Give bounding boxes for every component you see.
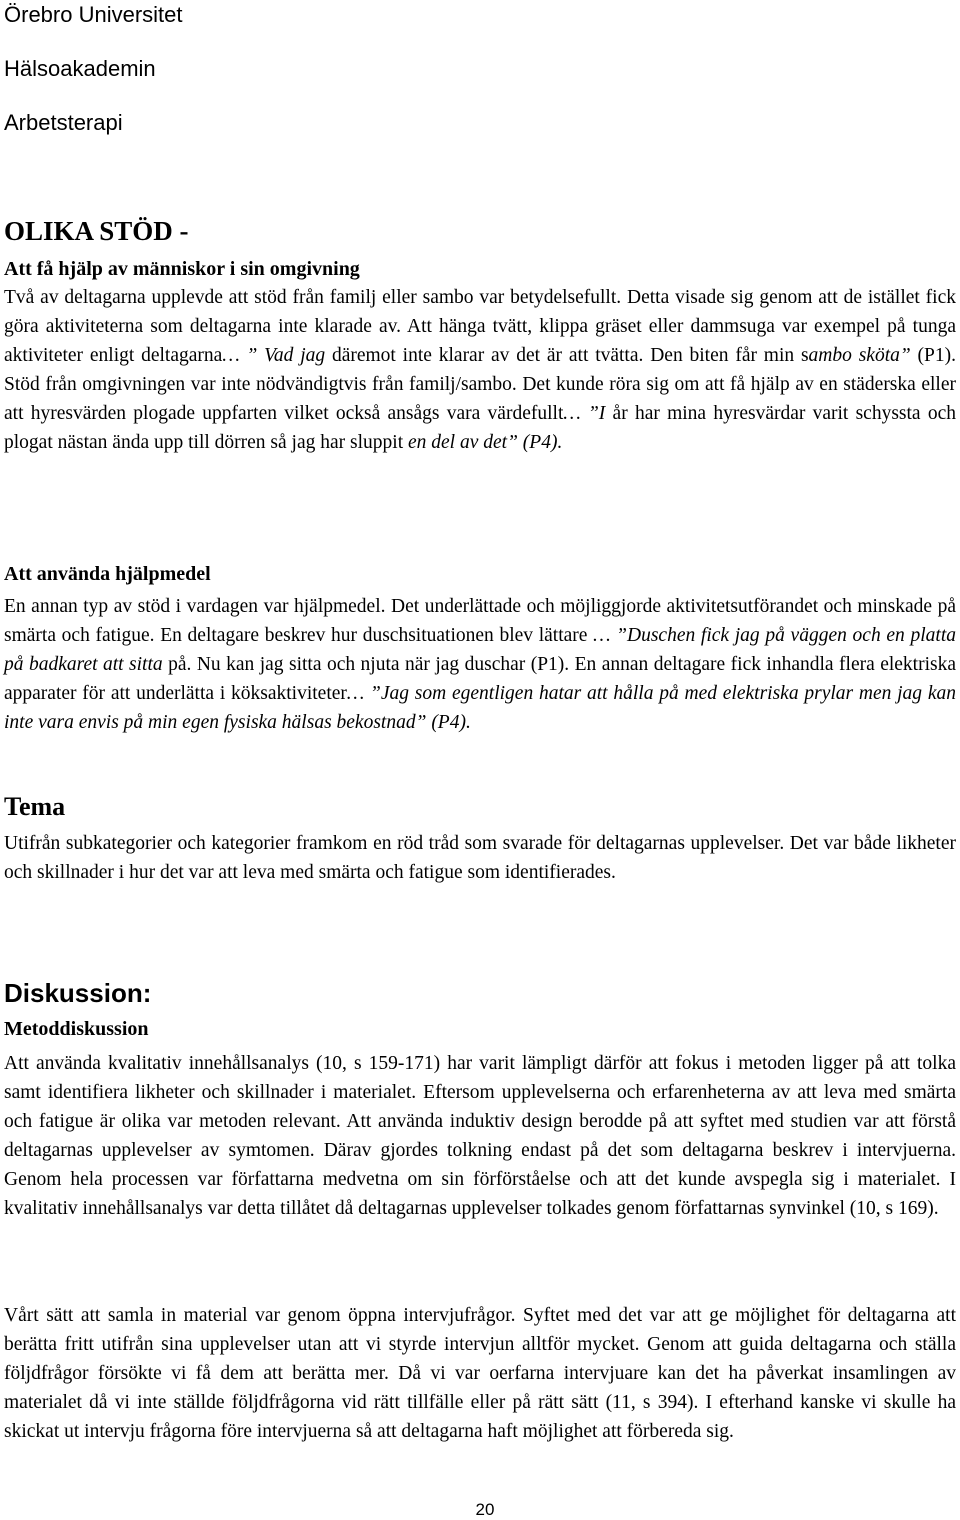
section-title-tema: Tema	[4, 792, 66, 821]
section-title-hjalpmedel: Att använda hjälpmedel	[4, 563, 211, 585]
section-subtitle-metoddiskussion: Metoddiskussion	[4, 1018, 149, 1040]
text-run: En annan typ av stöd i vardagen var hjälpmedel. Det underlättade och möjliggjorde aktivitetsutförandet och minskade på smärta och fatigue. En deltagare beskrev hur duschsituationen blev lättare	[4, 596, 956, 646]
university-name: Örebro Universitet	[4, 2, 183, 27]
text-run: (P1). Stöd från omgivningen var inte nödvändigtvis från familj/sambo. Det kunde röra sig om att få hjälp av en städerska eller att hyresvärden plogade uppfarten vilket också ansågs vara värdefullt	[4, 345, 956, 424]
text-run: år har mina hyresvärdar varit schyssta och plogat nästan ända upp till dörren så jag har sluppit	[4, 403, 956, 453]
paragraph-metod-1: Att använda kvalitativ innehållsanalys (10, s 159-171) har varit lämpligt därför att fokus i metoden ligger på att tolka samt identifiera likheter och skillnader i materialet. Eftersom upplevelserna och erfarenheterna av att leva med smärta och fatigue är olika var metoden relevant. Att använda induktiv design berodde på att syftet med studien var att förstå deltagarnas upplevelser av symtomen. Därav gjordes tolkning endast på det som deltagarna beskrev i intervjuerna. Genom hela processen var författarna medvetna om sin förförståelse och att det kunde avspegla sig i materialet. I kvalitativ innehållsanalys var detta tillåtet då deltagarnas upplevelser tolkades genom författarnas synvinkel (10, s 169).	[4, 1053, 956, 1219]
program-name: Arbetsterapi	[4, 110, 123, 135]
text-run: däremot inte klarar av det är att tvätta. Den biten får min s	[325, 345, 809, 366]
quote-run: … ”Duschen fick jag på väggen och en platta på badkaret att sitta	[4, 625, 956, 675]
quote-run: en del av det” (P4).	[408, 432, 563, 453]
academy-name: Hälsoakademin	[4, 56, 156, 81]
quote-run: … ” Vad jag	[222, 345, 326, 366]
section-title-olika-stod: OLIKA STÖD -	[4, 216, 189, 246]
quote-run: ambo sköta”	[808, 345, 911, 366]
quote-run: … ”I	[563, 403, 606, 424]
paragraph-tema: Utifrån subkategorier och kategorier framkom en röd tråd som svarade för deltagarnas upplevelser. Det var både likheter och skillnader i hur det var att leva med smärta och fatigue som identifierades.	[4, 833, 956, 883]
paragraph-hjalpmedel	[4, 592, 956, 737]
page-number: 20	[475, 1500, 495, 1519]
paragraph-stod	[4, 283, 956, 457]
section-subtitle-hjalp: Att få hjälp av människor i sin omgivning	[4, 258, 360, 280]
paragraph-metod-2: Vårt sätt att samla in material var genom öppna intervjufrågor. Syftet med det var att ge möjlighet för deltagarna att berätta fritt utifrån sina upplevelser utan att vi styrde intervjun alltför mycket. Genom att guida deltagarna och ställa följdfrågor försökte vi få dem att berätta mer. Då vi var oerfarna intervjuare kan det ha påverkat insamlingen av materialet då vi inte ställde följdfrågorna vid rätt tillfälle eller på rätt sätt (11, s 394). I efterhand kanske vi skulle ha skickat ut intervju frågorna före intervjuerna så att deltagarna haft möjlighet att förbereda sig.	[4, 1305, 956, 1442]
text-run: på. Nu kan jag sitta och njuta när jag duschar (P1). En annan deltagare fick inhandla flera elektriska apparater för att underlätta i köksaktiviteter	[4, 654, 956, 704]
text-run: Två av deltagarna upplevde att stöd från familj eller sambo var betydelsefullt. Detta visade sig genom att de istället fick göra aktiviteterna som deltagarna inte klarade av. Att hänga tvätt, klippa gräset eller dammsuga var exempel på tunga aktiviteter enligt deltagarna	[4, 287, 956, 366]
quote-run: … ”Jag som egentligen hatar att hålla på med elektriska prylar men jag kan inte vara envis på min egen fysiska hälsas bekostnad” (P4).	[4, 683, 956, 733]
section-title-diskussion: Diskussion:	[4, 978, 152, 1008]
